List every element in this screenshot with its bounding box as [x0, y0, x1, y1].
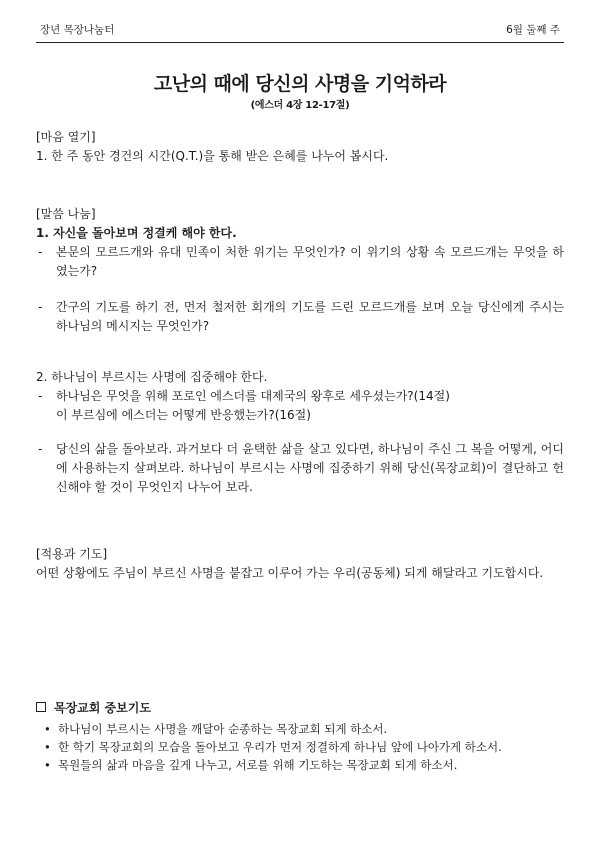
- sermon-title: 고난의 때에 당신의 사명을 기억하라: [153, 73, 447, 95]
- point-two-block: [36, 368, 564, 425]
- prayer-text: 어떤 상황에도 주님이 부르신 사명을 붙잡고 이루어 가는 우리(공동체) 되게 해달라고 기도합시다.: [36, 566, 544, 580]
- question-text: 이 부르심에 에스더는 어떻게 반응했는가?(16절): [56, 408, 311, 422]
- question-item: [36, 298, 564, 336]
- dash-mark: -: [38, 442, 43, 456]
- scripture-reference: (에스더 4장 12-17절): [250, 100, 350, 111]
- section-heading: [적용과 기도]: [36, 547, 108, 561]
- dash-mark: -: [38, 300, 43, 314]
- dash-mark: -: [38, 389, 43, 403]
- bullet-icon: •: [44, 740, 51, 754]
- prayer-heading-text: 목장교회 중보기도: [54, 701, 151, 715]
- header-week: 6월 둘째 주: [506, 24, 560, 36]
- prayer-list: [36, 720, 564, 774]
- header-group-name: 장년 목장나눔터: [40, 24, 115, 36]
- question-block: [36, 298, 564, 336]
- intercessory-prayer: [36, 699, 564, 774]
- dash-mark: -: [38, 245, 43, 259]
- page-header: [36, 22, 564, 43]
- list-item-text: 목원들의 삶과 마음을 깊게 나누고, 서로를 위해 기도하는 목장교회 되게 하소서.: [58, 758, 458, 772]
- question-text: 1. 한 주 동안 경건의 시간(Q.T.)을 통해 받은 은혜를 나누어 봅시다.: [36, 149, 389, 163]
- prayer-heading: [36, 699, 564, 718]
- section-heading: [마음 열기]: [36, 130, 96, 144]
- list-item-text: 한 학기 목장교회의 모습을 돌아보고 우리가 먼저 정결하게 하나님 앞에 나아가게 하소서.: [58, 740, 502, 754]
- section-word-sharing: [36, 205, 564, 281]
- question-item: [36, 243, 564, 281]
- bullet-icon: •: [44, 722, 51, 736]
- question-item: [36, 440, 564, 497]
- list-item: [36, 738, 564, 756]
- checkbox-square-icon: [36, 702, 46, 712]
- list-item: [36, 756, 564, 774]
- question-text: 당신의 삶을 돌아보라. 과거보다 더 윤택한 삶을 살고 있다면, 하나님이 주신 그 복을 어떻게, 어디에 사용하는지 살펴보라. 하나님이 부르시는 사명에 집중하기 위해 당신(목장교회)이 결단하고 헌신해야 할 것이 무엇인지 나누어 보라.: [56, 442, 564, 494]
- section-heading: [말씀 나눔]: [36, 207, 96, 221]
- question-block: [36, 440, 564, 497]
- question-text: 간구의 기도를 하기 전, 먼저 철저한 회개의 기도를 드린 모르드개를 보며 오늘 당신에게 주시는 하나님의 메시지는 무엇인가?: [56, 300, 564, 333]
- question-item: [36, 387, 564, 406]
- section-open-heart: [36, 128, 564, 166]
- bullet-icon: •: [44, 758, 51, 772]
- point-title: 2. 하나님이 부르시는 사명에 집중해야 한다.: [36, 370, 268, 384]
- point-title: 1. 자신을 돌아보며 정결케 해야 한다.: [36, 226, 237, 240]
- list-item-text: 하나님이 부르시는 사명을 깨달아 순종하는 목장교회 되게 하소서.: [58, 722, 388, 736]
- section-application-prayer: [36, 545, 564, 583]
- question-text: 하나님은 무엇을 위해 포로인 에스더를 대제국의 왕후로 세우셨는가?(14절): [56, 389, 450, 403]
- list-item: [36, 720, 564, 738]
- question-text: 본문의 모르드개와 유대 민족이 처한 위기는 무엇인가? 이 위기의 상황 속 모르드개는 무엇을 하였는가?: [56, 245, 564, 278]
